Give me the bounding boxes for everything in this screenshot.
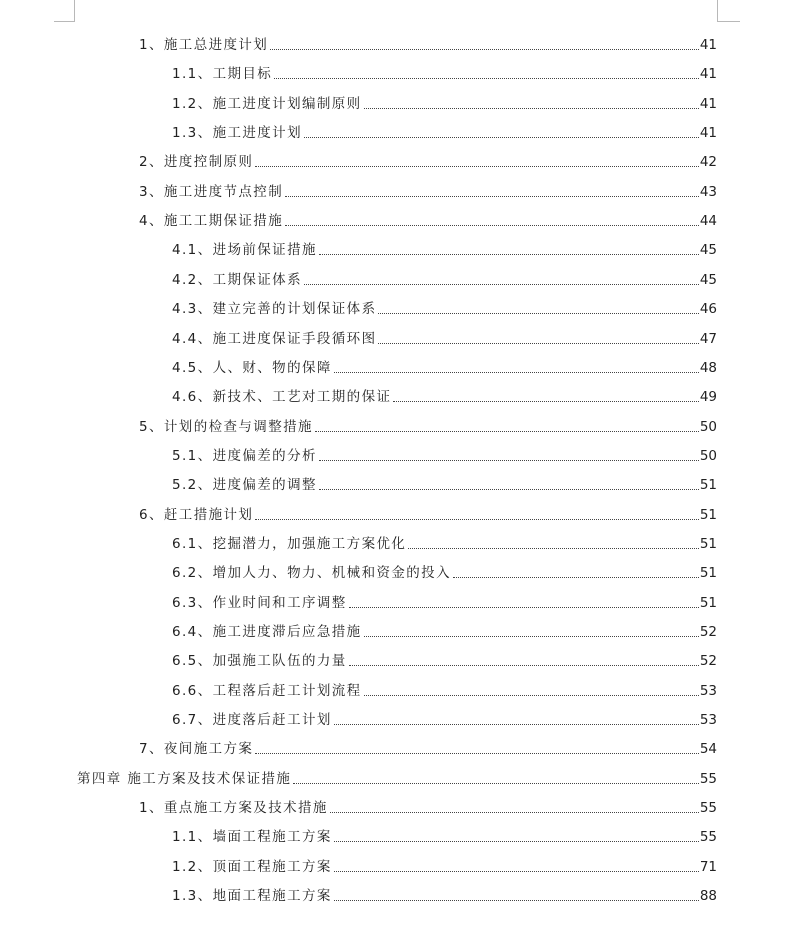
- toc-entry[interactable]: [172, 621, 717, 641]
- toc-entry[interactable]: [172, 386, 717, 406]
- toc-entry-page-number: 52: [699, 624, 717, 640]
- toc-entry-title: 1.2、施工进度计划编制原则: [172, 96, 362, 112]
- toc-entry-page-number: 41: [699, 125, 717, 141]
- toc-entry-page-number: 52: [699, 653, 717, 669]
- toc-entry-title: 1、施工总进度计划: [139, 37, 269, 53]
- toc-entry-title: 4.6、新技术、工艺对工期的保证: [172, 389, 392, 405]
- toc-dot-leader: [334, 900, 699, 901]
- toc-entry[interactable]: [172, 826, 717, 846]
- toc-dot-leader: [270, 49, 699, 50]
- toc-entry-title: 6、赶工措施计划: [139, 507, 254, 523]
- toc-entry-title: 6.7、进度落后赶工计划: [172, 712, 332, 728]
- toc-entry-page-number: 45: [699, 272, 717, 288]
- toc-entry-title: 1.3、地面工程施工方案: [172, 888, 332, 904]
- toc-entry-page-number: 54: [699, 741, 717, 757]
- crop-mark-top-left: [54, 0, 75, 22]
- toc-entry-page-number: 41: [699, 66, 717, 82]
- toc-dot-leader: [274, 78, 699, 79]
- toc-entry-title: 2、进度控制原则: [139, 154, 254, 170]
- toc-entry[interactable]: [139, 738, 717, 758]
- toc-entry[interactable]: [172, 269, 717, 289]
- toc-entry-page-number: 51: [699, 565, 717, 581]
- toc-dot-leader: [334, 724, 699, 725]
- toc-dot-leader: [255, 753, 699, 754]
- toc-entry-page-number: 88: [699, 888, 717, 904]
- toc-dot-leader: [315, 431, 699, 432]
- toc-entry-title: 6.5、加强施工队伍的力量: [172, 653, 347, 669]
- toc-dot-leader: [304, 284, 699, 285]
- crop-mark-top-right: [717, 0, 740, 22]
- toc-entry-page-number: 43: [699, 184, 717, 200]
- toc-entry[interactable]: [172, 298, 717, 318]
- toc-entry-title: 6.2、增加人力、物力、机械和资金的投入: [172, 565, 451, 581]
- toc-entry-title: 1.2、顶面工程施工方案: [172, 859, 332, 875]
- toc-entry-page-number: 51: [699, 477, 717, 493]
- toc-entry-page-number: 48: [699, 360, 717, 376]
- toc-dot-leader: [349, 607, 699, 608]
- toc-entry[interactable]: [172, 650, 717, 670]
- toc-dot-leader: [330, 812, 699, 813]
- toc-entry[interactable]: [139, 151, 717, 171]
- toc-entry[interactable]: [77, 768, 717, 788]
- toc-entry-page-number: 41: [699, 96, 717, 112]
- toc-entry-page-number: 55: [699, 771, 717, 787]
- toc-dot-leader: [364, 695, 699, 696]
- toc-entry-title: 4.1、进场前保证措施: [172, 242, 317, 258]
- toc-entry[interactable]: [172, 239, 717, 259]
- toc-entry[interactable]: [139, 504, 717, 524]
- toc-dot-leader: [285, 225, 699, 226]
- toc-entry-page-number: 42: [699, 154, 717, 170]
- toc-entry[interactable]: [172, 357, 717, 377]
- toc-entry-title: 第四章 施工方案及技术保证措施: [77, 771, 292, 787]
- toc-dot-leader: [408, 548, 699, 549]
- toc-entry-page-number: 45: [699, 242, 717, 258]
- toc-dot-leader: [364, 636, 699, 637]
- toc-entry[interactable]: [172, 533, 717, 553]
- toc-entry-title: 5、计划的检查与调整措施: [139, 419, 313, 435]
- toc-entry[interactable]: [172, 709, 717, 729]
- toc-entry-page-number: 44: [699, 213, 717, 229]
- toc-entry-page-number: 41: [699, 37, 717, 53]
- toc-entry-title: 4.2、工期保证体系: [172, 272, 302, 288]
- toc-dot-leader: [285, 196, 699, 197]
- toc-dot-leader: [334, 372, 699, 373]
- toc-entry-page-number: 49: [699, 389, 717, 405]
- toc-entry-page-number: 55: [699, 800, 717, 816]
- toc-entry[interactable]: [172, 328, 717, 348]
- toc-entry[interactable]: [172, 562, 717, 582]
- toc-dot-leader: [334, 841, 699, 842]
- toc-entry-page-number: 55: [699, 829, 717, 845]
- toc-dot-leader: [293, 783, 699, 784]
- toc-entry[interactable]: [139, 416, 717, 436]
- toc-entry-title: 6.4、施工进度滞后应急措施: [172, 624, 362, 640]
- toc-entry-title: 5.2、进度偏差的调整: [172, 477, 317, 493]
- toc-entry[interactable]: [172, 93, 717, 113]
- toc-entry-title: 5.1、进度偏差的分析: [172, 448, 317, 464]
- toc-entry-page-number: 47: [699, 331, 717, 347]
- toc-dot-leader: [378, 343, 698, 344]
- toc-dot-leader: [364, 108, 699, 109]
- toc-entry-page-number: 53: [699, 712, 717, 728]
- toc-entry-title: 6.6、工程落后赶工计划流程: [172, 683, 362, 699]
- toc-entry-page-number: 51: [699, 507, 717, 523]
- toc-entry[interactable]: [172, 680, 717, 700]
- toc-entry-title: 4.4、施工进度保证手段循环图: [172, 331, 377, 347]
- toc-entry-page-number: 51: [699, 595, 717, 611]
- toc-entry-page-number: 51: [699, 536, 717, 552]
- toc-entry-title: 7、夜间施工方案: [139, 741, 254, 757]
- toc-dot-leader: [349, 665, 699, 666]
- toc-entry-title: 1.1、墙面工程施工方案: [172, 829, 332, 845]
- toc-entry[interactable]: [172, 474, 717, 494]
- toc-entry-title: 1、重点施工方案及技术措施: [139, 800, 328, 816]
- toc-entry-page-number: 71: [699, 859, 717, 875]
- toc-entry-page-number: 53: [699, 683, 717, 699]
- toc-entry-title: 4.3、建立完善的计划保证体系: [172, 301, 377, 317]
- toc-dot-leader: [319, 254, 699, 255]
- toc-entry-page-number: 46: [699, 301, 717, 317]
- toc-entry-title: 6.1、挖掘潜力，加强施工方案优化: [172, 536, 407, 552]
- toc-dot-leader: [255, 519, 699, 520]
- toc-dot-leader: [453, 577, 699, 578]
- toc-dot-leader: [378, 313, 698, 314]
- toc-entry[interactable]: [172, 592, 717, 612]
- toc-dot-leader: [393, 401, 698, 402]
- toc-entry-page-number: 50: [699, 448, 717, 464]
- toc-entry-title: 3、施工进度节点控制: [139, 184, 284, 200]
- toc-entry[interactable]: [139, 181, 717, 201]
- toc-dot-leader: [304, 137, 699, 138]
- toc-entry-title: 4、施工工期保证措施: [139, 213, 284, 229]
- toc-entry-title: 6.3、作业时间和工序调整: [172, 595, 347, 611]
- toc-dot-leader: [334, 871, 699, 872]
- toc-entry-page-number: 50: [699, 419, 717, 435]
- toc-entry[interactable]: [172, 445, 717, 465]
- toc-entry[interactable]: [172, 885, 717, 905]
- toc-entry[interactable]: [172, 856, 717, 876]
- toc-entry[interactable]: [172, 63, 717, 83]
- toc-entry-title: 1.1、工期目标: [172, 66, 273, 82]
- toc-entry[interactable]: [139, 210, 717, 230]
- toc-entry[interactable]: [139, 34, 717, 54]
- toc-entry[interactable]: [172, 122, 717, 142]
- toc-dot-leader: [255, 166, 699, 167]
- toc-dot-leader: [319, 489, 699, 490]
- toc-entry-title: 1.3、施工进度计划: [172, 125, 302, 141]
- toc-entry[interactable]: [139, 797, 717, 817]
- toc-entry-title: 4.5、人、财、物的保障: [172, 360, 332, 376]
- toc-dot-leader: [319, 460, 699, 461]
